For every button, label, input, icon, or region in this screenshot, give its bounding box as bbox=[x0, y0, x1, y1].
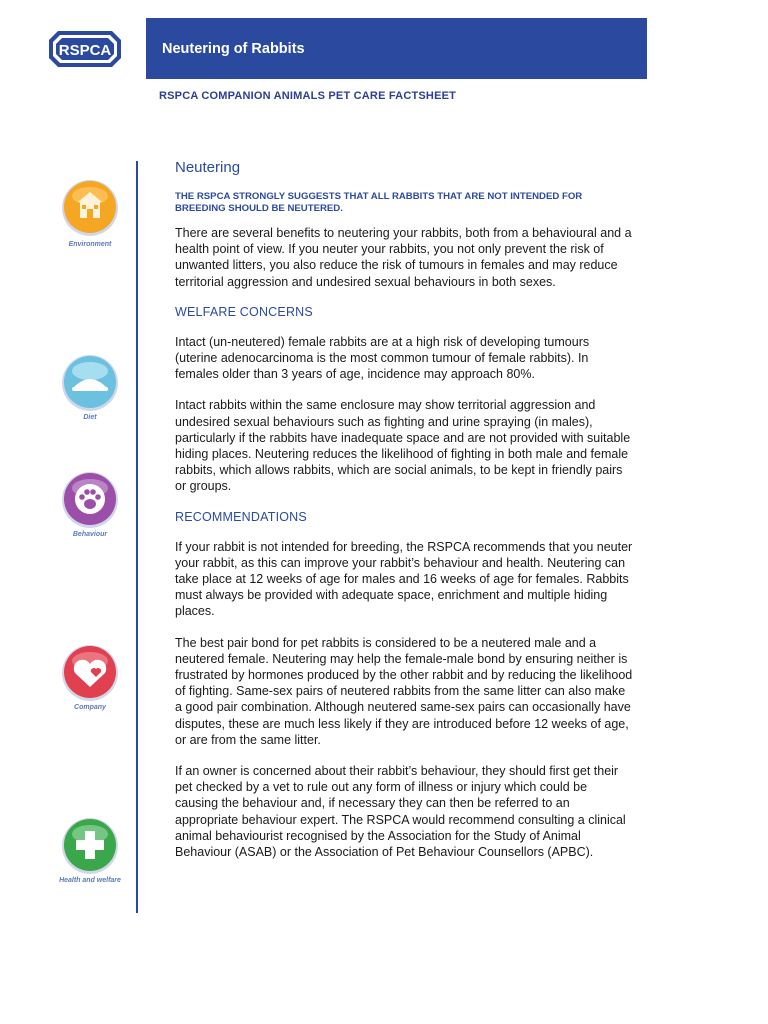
heart-icon bbox=[58, 643, 122, 703]
house-icon bbox=[58, 180, 122, 240]
environment-badge bbox=[54, 180, 126, 248]
article-body bbox=[175, 159, 633, 875]
recommendations-heading: RECOMMENDATIONS bbox=[175, 509, 307, 524]
paragraph-intact-rabbits: Intact rabbits within the same enclosure may show territorial aggression and undesired sexual behaviours such as fighting and urine spraying (in males), particularly if the rabbits have inadequate space and are not provided with suitable hiding places. Neutering reduces the likelihood of fighting in both male and female rabbits, which allows rabbits, which are social animals, to be kept in friendly pairs or groups. bbox=[175, 398, 631, 494]
logo-text: RSPCA bbox=[58, 42, 112, 59]
paragraph-benefits: There are several benefits to neutering your rabbits, both from a behavioural and a health point of view. If you neuter your rabbits, you not only prevent the risk of unwanted litters, you also reduce the risk of tumours in females and may reduce territorial aggression and undesired sexual behaviours in both sexes. bbox=[175, 226, 632, 289]
page-title: Neutering of Rabbits bbox=[162, 40, 305, 57]
health-label: Health and welfare bbox=[59, 877, 121, 884]
paragraph-tumours: Intact (un-neutered) female rabbits are at a high risk of developing tumours (uterine adenocarcinoma is the most common tumour of female rabbits). In females older than 3 years of age, incidence may approach 80%. bbox=[175, 334, 590, 382]
title-banner bbox=[146, 18, 647, 79]
paragraph-recommendation: If your rabbit is not intended for breeding, the RSPCA recommends that you neuter your rabbit, as this can improve your rabbit’s behaviour and health. Neutering can take place at 12 weeks of age for males and 16 weeks of age for females. Rabbits must always be provided with adequate space, enrichment and multiple hiding places. bbox=[175, 539, 633, 619]
diet-badge bbox=[54, 353, 126, 421]
section-heading: Neutering bbox=[175, 159, 241, 176]
vertical-divider bbox=[136, 161, 138, 913]
intro-statement: THE RSPCA STRONGLY SUGGESTS THAT ALL RABBITS THAT ARE NOT INTENDED FOR BREEDING SHOULD BE NEUTERED. bbox=[175, 191, 583, 214]
paragraph-behaviour-expert: If an owner is concerned about their rabbit’s behaviour, they should first get their pet checked by a vet to rule out any form of illness or injury which could be causing the behaviour and, if necessary they can then be referred to an appropriate behaviour expert. The RSPCA would recommend consulting a clinical animal behaviourist recognised by the Association for the Study of Animal Behaviour (ASAB) or the Association of Pet Behaviour Counsellors (APBC). bbox=[175, 764, 626, 860]
behaviour-badge bbox=[54, 470, 126, 538]
paw-icon bbox=[58, 470, 122, 530]
environment-label: Environment bbox=[68, 241, 112, 248]
diet-label: Diet bbox=[83, 414, 97, 421]
cross-icon bbox=[58, 816, 122, 876]
welfare-concerns-heading: WELFARE CONCERNS bbox=[175, 304, 313, 319]
company-label: Company bbox=[74, 704, 106, 711]
bowl-icon bbox=[58, 353, 122, 413]
paragraph-pair-bond: The best pair bond for pet rabbits is considered to be a neutered male and a neutered female. Neutering may help the female-male bond by ensuring neither is frustrated by hormones produced by the other rabbit and by reducing the likelihood of fighting. Same-sex pairs of neutered rabbits from the same litter can also make a good pair combination. Although neutered same-sex pairs can occasionally have disputes, these are much less likely if they are introduced before 12 weeks of age, or are from the same litter. bbox=[175, 635, 633, 747]
company-badge bbox=[54, 643, 126, 711]
health-badge bbox=[54, 816, 126, 884]
factsheet-subtitle: RSPCA COMPANION ANIMALS PET CARE FACTSHEET bbox=[159, 90, 457, 102]
behaviour-label: Behaviour bbox=[72, 531, 108, 538]
rspca-logo bbox=[48, 30, 122, 68]
